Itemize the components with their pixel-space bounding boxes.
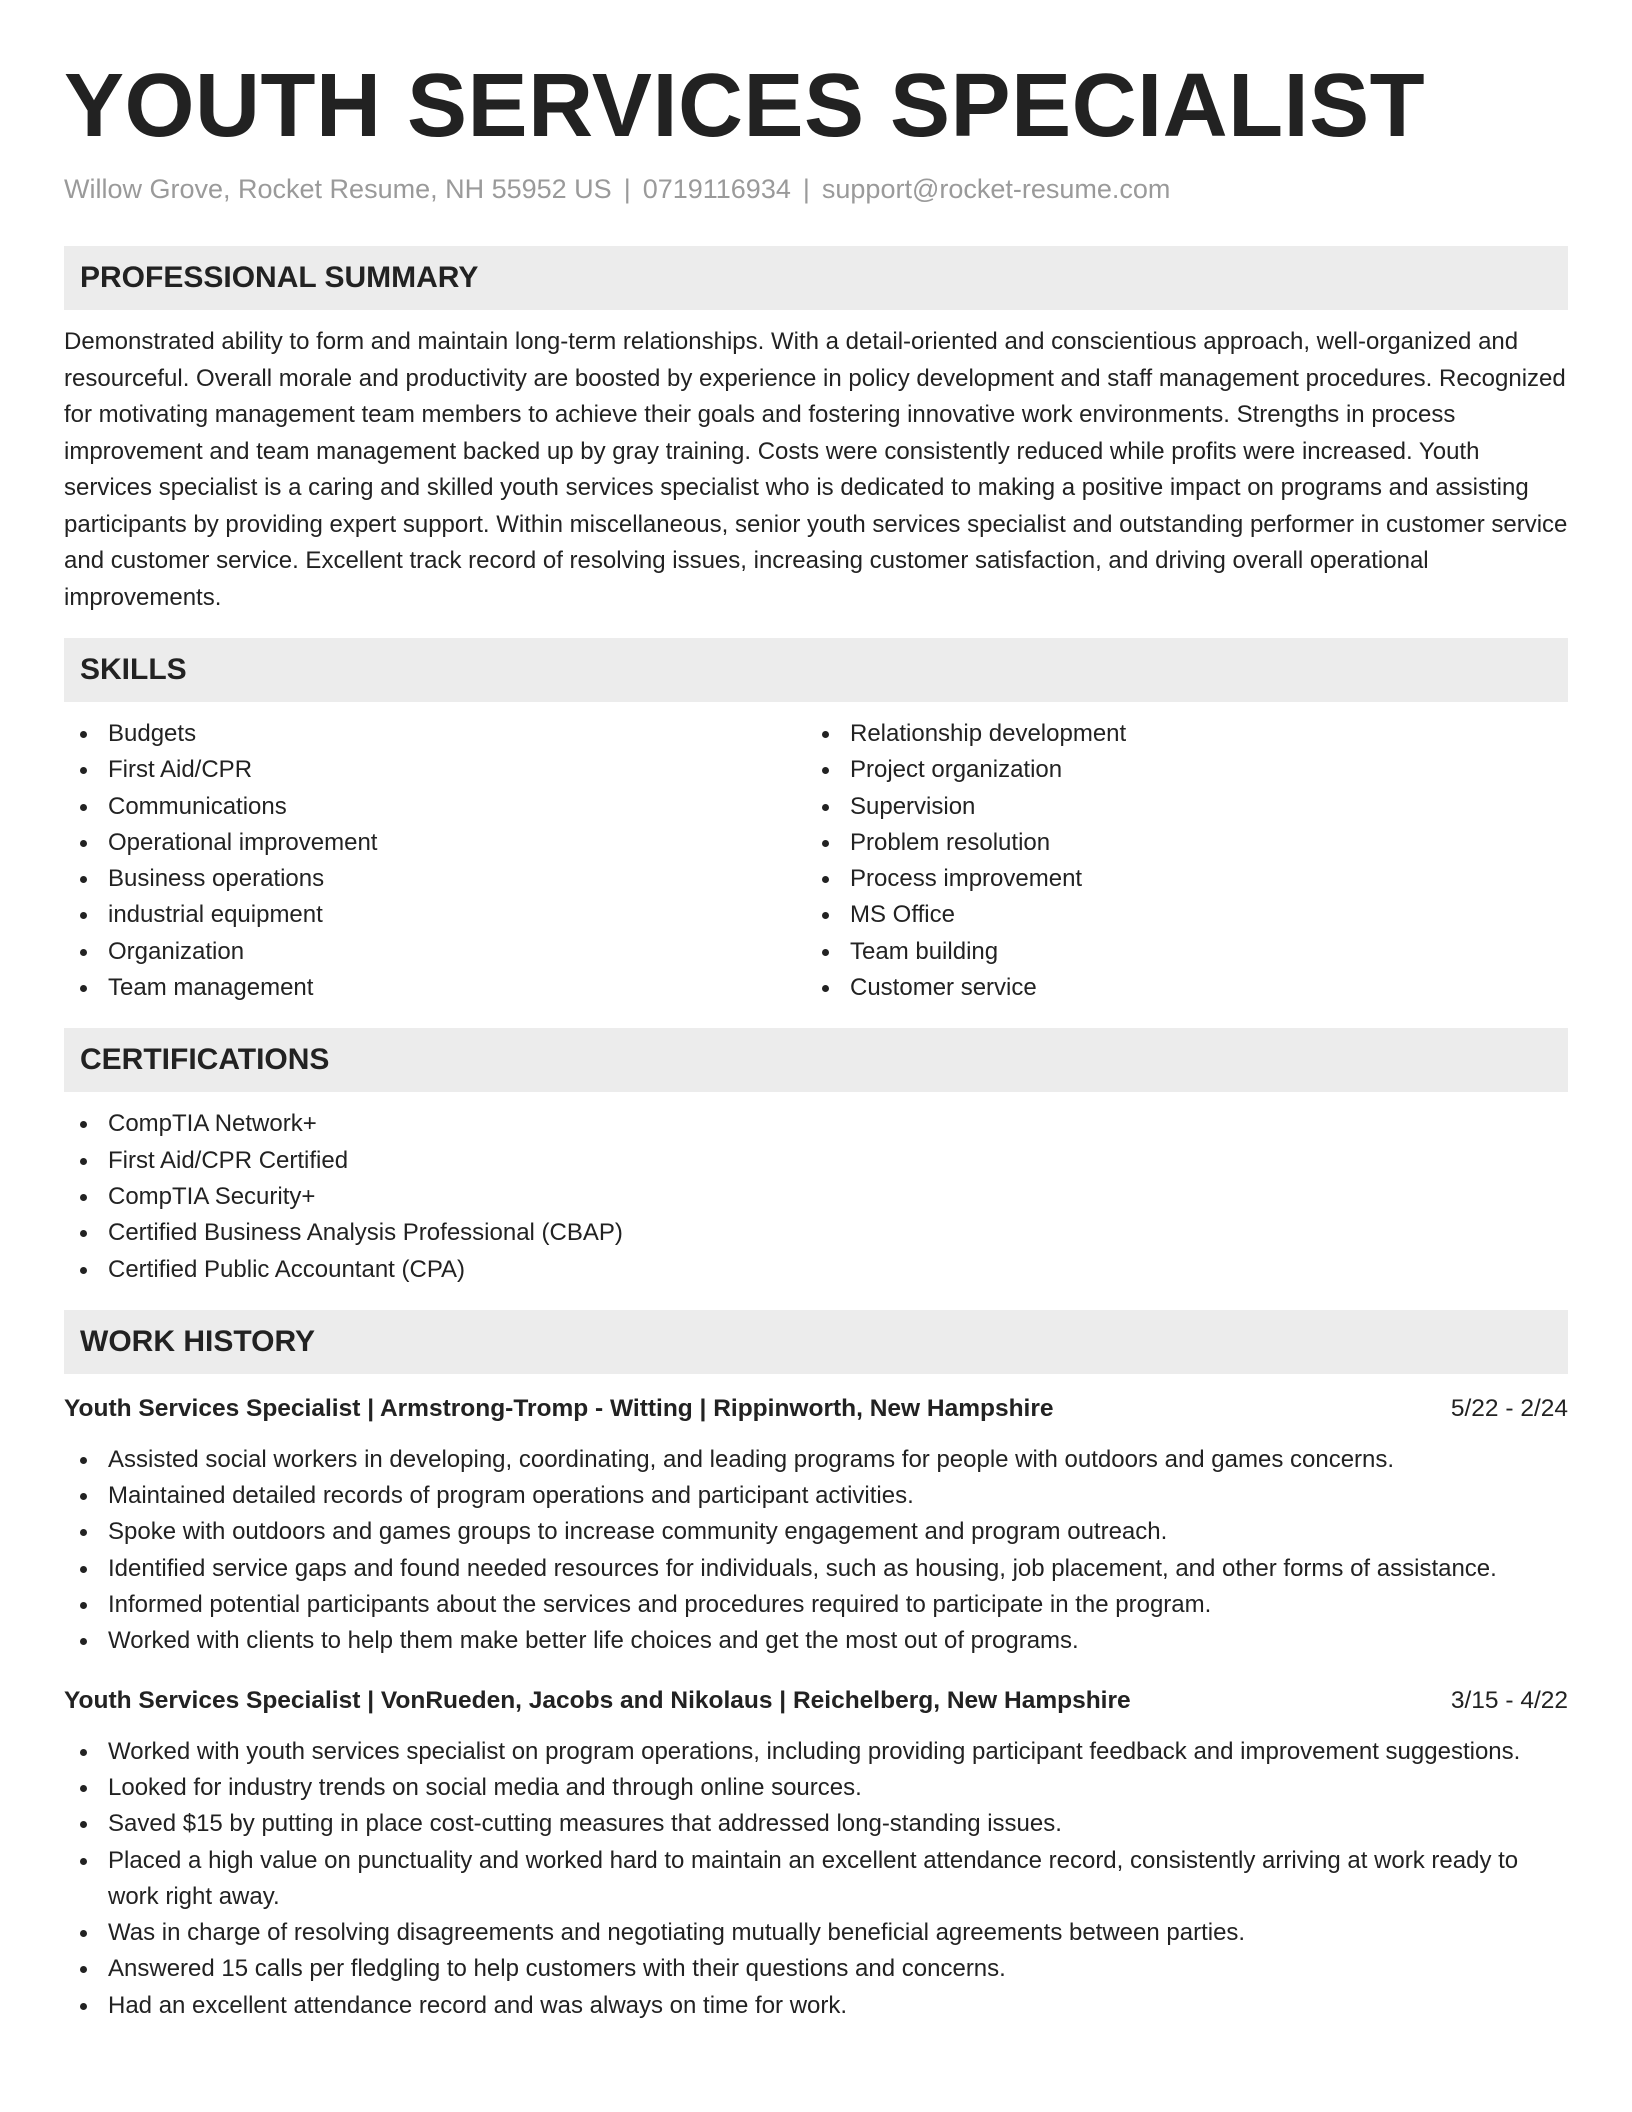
skills-right-column bbox=[806, 716, 1548, 1006]
summary-header: PROFESSIONAL SUMMARY bbox=[64, 246, 1568, 310]
job-bullet: Answered 15 calls per fledgling to help customers with their questions and concerns. bbox=[64, 1951, 1568, 1987]
contact-email: support@rocket-resume.com bbox=[821, 174, 1171, 204]
skill-item: First Aid/CPR bbox=[64, 752, 806, 788]
job-bullet: Had an excellent attendance record and was always on time for work. bbox=[64, 1988, 1568, 2024]
job-entry bbox=[64, 1684, 1568, 2024]
skill-item: Business operations bbox=[64, 861, 806, 897]
contact-address: Willow Grove, Rocket Resume, NH 55952 US bbox=[64, 174, 612, 204]
skill-item: Project organization bbox=[806, 752, 1548, 788]
job-bullet: Spoke with outdoors and games groups to increase community engagement and program outreach. bbox=[64, 1514, 1568, 1550]
skill-item: Communications bbox=[64, 789, 806, 825]
job-bullet: Identified service gaps and found needed resources for individuals, such as housing, job placement, and other forms of assistance. bbox=[64, 1551, 1568, 1587]
skill-item: industrial equipment bbox=[64, 897, 806, 933]
job-bullets bbox=[64, 1442, 1568, 1660]
skill-item: Relationship development bbox=[806, 716, 1548, 752]
skill-item: Budgets bbox=[64, 716, 806, 752]
job-heading: Youth Services Specialist | VonRueden, Jacobs and Nikolaus | Reichelberg, New Hampshire bbox=[64, 1686, 1131, 1714]
certification-item: CompTIA Security+ bbox=[64, 1179, 1568, 1215]
job-bullet: Assisted social workers in developing, coordinating, and leading programs for people with outdoors and games concerns. bbox=[64, 1442, 1568, 1478]
certification-item: Certified Public Accountant (CPA) bbox=[64, 1252, 1568, 1288]
job-heading: Youth Services Specialist | Armstrong-Tromp - Witting | Rippinworth, New Hampshire bbox=[64, 1394, 1054, 1422]
summary-text: Demonstrated ability to form and maintain long-term relationships. With a detail-oriented and conscientious approach, well-organized and resourceful. Overall morale and productivity are boosted by experience in policy development and staff management procedures. Recognized for motivating management team members to achieve their goals and fostering innovative work environments. Strengths in process improvement and team management backed up by gray training. Costs were consistently reduced while profits were increased. Youth services specialist is a caring and skilled youth services specialist who is dedicated to making a positive impact on programs and assisting participants by providing expert support. Within miscellaneous, senior youth services specialist and outstanding performer in customer service and customer service. Excellent track record of resolving issues, increasing customer satisfaction, and driving overall operational improvements. bbox=[64, 328, 1568, 611]
certification-item: First Aid/CPR Certified bbox=[64, 1143, 1568, 1179]
certifications-list bbox=[64, 1106, 1568, 1287]
job-dates: 5/22 - 2/24 bbox=[1450, 1394, 1568, 1422]
skills-header: SKILLS bbox=[64, 638, 1568, 702]
job-bullet: Placed a high value on punctuality and worked hard to maintain an excellent attendance record, consistently arriving at work ready to work right away. bbox=[64, 1843, 1568, 1916]
job-heading-row bbox=[64, 1392, 1568, 1426]
job-bullet: Informed potential participants about the services and procedures required to participate in the program. bbox=[64, 1587, 1568, 1623]
certification-item: CompTIA Network+ bbox=[64, 1106, 1568, 1142]
job-bullet: Maintained detailed records of program operations and participant activities. bbox=[64, 1478, 1568, 1514]
contact-separator: | bbox=[802, 174, 810, 204]
job-heading-row bbox=[64, 1684, 1568, 1718]
job-bullet: Was in charge of resolving disagreements and negotiating mutually beneficial agreements between parties. bbox=[64, 1915, 1568, 1951]
certification-item: Certified Business Analysis Professional (CBAP) bbox=[64, 1215, 1568, 1251]
job-bullet: Looked for industry trends on social media and through online sources. bbox=[64, 1770, 1568, 1806]
skill-item: Customer service bbox=[806, 970, 1548, 1006]
job-dates: 3/15 - 4/22 bbox=[1450, 1686, 1568, 1714]
contact-phone: 0719116934 bbox=[642, 174, 791, 204]
resume-page bbox=[64, 0, 1568, 2024]
contact-separator: | bbox=[623, 174, 631, 204]
work-history-header: WORK HISTORY bbox=[64, 1310, 1568, 1374]
skills-grid bbox=[64, 716, 1568, 1006]
skills-left-column bbox=[64, 716, 806, 1006]
skill-item: Organization bbox=[64, 934, 806, 970]
skill-item: Operational improvement bbox=[64, 825, 806, 861]
skill-item: Problem resolution bbox=[806, 825, 1548, 861]
job-bullets bbox=[64, 1734, 1568, 2024]
certifications-header: CERTIFICATIONS bbox=[64, 1028, 1568, 1092]
job-bullet: Saved $15 by putting in place cost-cutting measures that addressed long-standing issues. bbox=[64, 1806, 1568, 1842]
candidate-title: YOUTH SERVICES SPECIALIST bbox=[64, 56, 1426, 156]
skill-item: Supervision bbox=[806, 789, 1548, 825]
job-bullet: Worked with youth services specialist on program operations, including providing participant feedback and improvement suggestions. bbox=[64, 1734, 1568, 1770]
skill-item: Team management bbox=[64, 970, 806, 1006]
contact-line bbox=[64, 172, 1568, 206]
skill-item: MS Office bbox=[806, 897, 1548, 933]
skill-item: Process improvement bbox=[806, 861, 1548, 897]
job-entry bbox=[64, 1392, 1568, 1660]
skill-item: Team building bbox=[806, 934, 1548, 970]
job-bullet: Worked with clients to help them make better life choices and get the most out of programs. bbox=[64, 1623, 1568, 1659]
